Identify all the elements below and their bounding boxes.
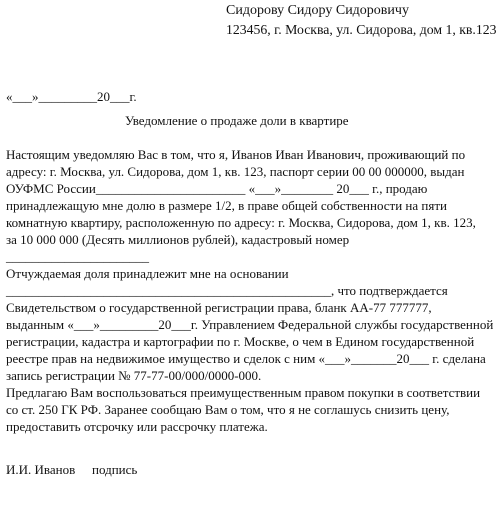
- recipient-name: Сидорову Сидору Сидоровичу: [226, 3, 409, 18]
- body-line: комнатную квартиру, расположенную по адресу: г. Москва, Сидорова, дом 1, кв. 123,: [6, 215, 476, 230]
- recipient-address: 123456, г. Москва, ул. Сидорова, дом 1, кв.123: [226, 22, 497, 37]
- body-line: адресу: г. Москва, ул. Сидорова, дом 1, кв. 123, паспорт серии 00 00 000000, выдан: [6, 164, 465, 179]
- body-line: реестре прав на недвижимое имущество и сделок с ним «___»_______20___ г. сделана: [6, 351, 486, 366]
- body-line: предоставить отсрочку или рассрочку платежа.: [6, 419, 268, 434]
- signature-label: подпись: [92, 462, 138, 477]
- date-line: «___»_________20___г.: [6, 89, 137, 104]
- cadastral-number-blank: ______________________: [6, 249, 149, 264]
- body-line: выданным «___»_________20___г. Управлением Федеральной службы государственной: [6, 317, 494, 332]
- body-line: со ст. 250 ГК РФ. Заранее сообщаю Вам о том, что я не соглашусь снизить цену,: [6, 402, 450, 417]
- body-line: Свидетельством о государственной регистрации права, бланк АА-77 777777,: [6, 300, 432, 315]
- body-line: __________________________________________________, что подтверждается: [6, 283, 448, 298]
- signature-name: И.И. Иванов: [6, 462, 76, 477]
- body-line: Предлагаю Вам воспользоваться преимущественным правом покупки в соответствии: [6, 385, 481, 400]
- body-line: принадлежащую мне долю в размере 1/2, в праве общей собственности на пяти: [6, 198, 447, 213]
- body-line: Настоящим уведомляю Вас в том, что я, Иванов Иван Иванович, проживающий по: [6, 147, 466, 162]
- body-line: запись регистрации № 77-77-00/000/0000-000.: [6, 368, 262, 383]
- body-line: за 10 000 000 (Десять миллионов рублей), кадастровый номер: [6, 232, 350, 247]
- document-title: Уведомление о продаже доли в квартире: [125, 113, 349, 128]
- body-line: Отчуждаемая доля принадлежит мне на основании: [6, 266, 289, 281]
- body-line: регистрации, кадастра и картографии по г. Москве, о чем в Едином государственной: [6, 334, 475, 349]
- body-line: ОУФМС России_______________________ «___»________ 20___ г., продаю: [6, 181, 428, 196]
